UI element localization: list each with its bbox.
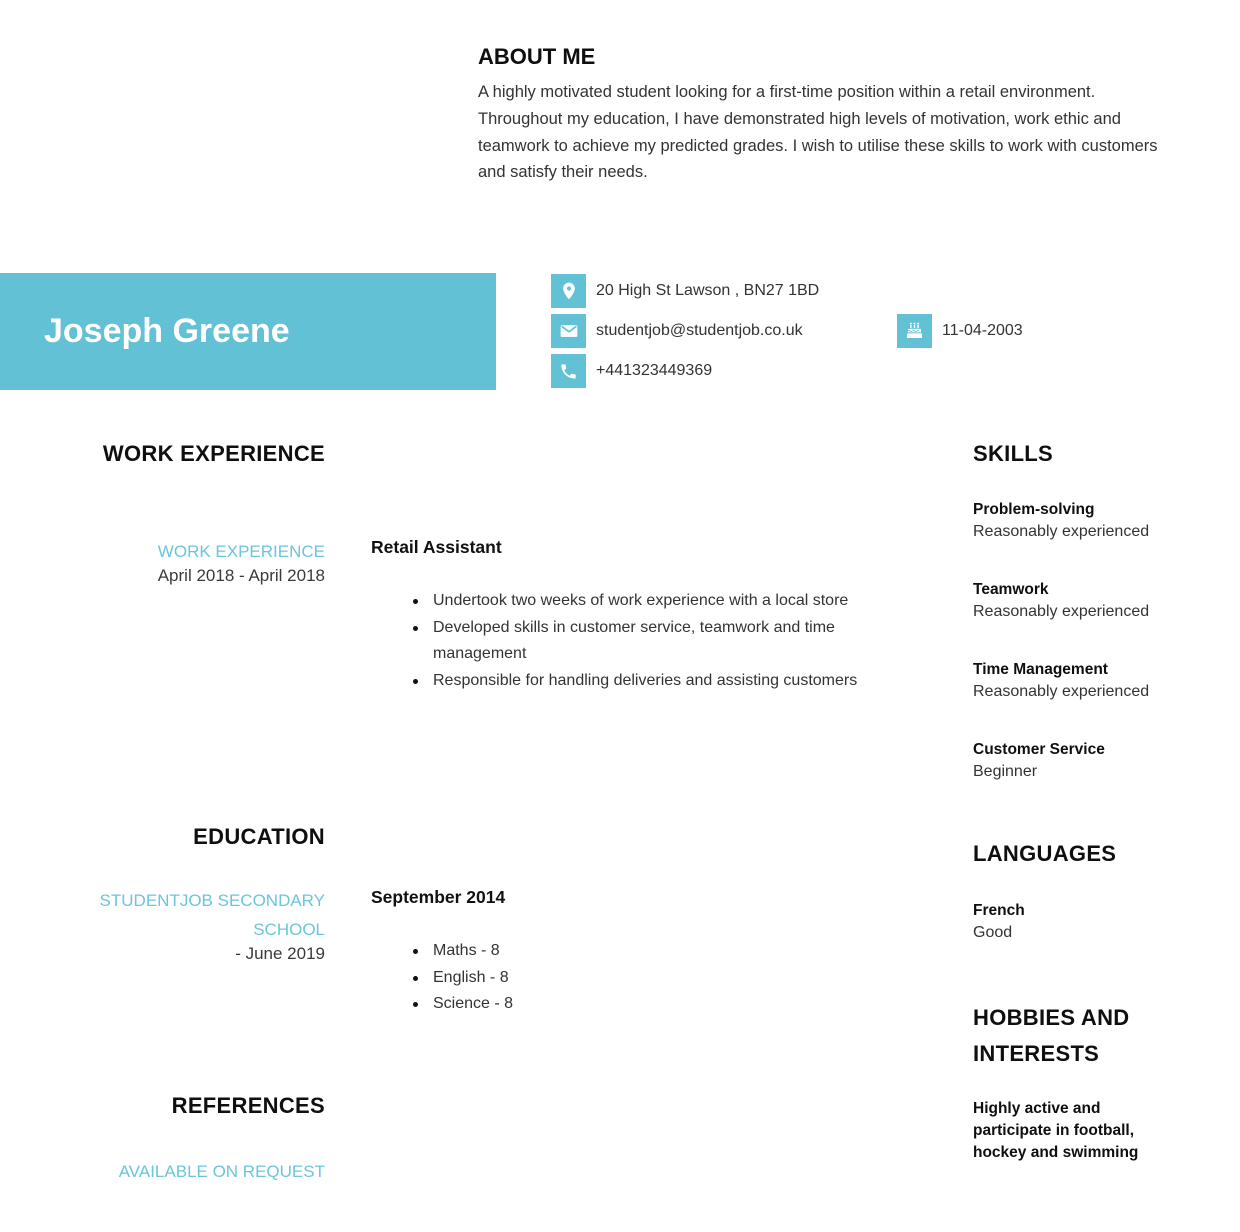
phone-icon — [551, 354, 586, 388]
contact-phone-row — [551, 354, 819, 388]
languages-section-heading: LANGUAGES — [973, 841, 1117, 866]
skill-item — [973, 501, 1188, 541]
references-note: AVAILABLE ON REQUEST — [118, 1162, 325, 1181]
references-section-heading: REFERENCES — [171, 1093, 325, 1118]
contact-address-row — [551, 274, 819, 308]
birthday-block — [897, 314, 1023, 354]
education-school: STUDENTJOB SECONDARY SCHOOL — [99, 891, 325, 939]
grades-list — [412, 938, 912, 1018]
about-section — [478, 44, 1178, 186]
language-name: French — [973, 902, 1025, 919]
skill-level: Reasonably experienced — [973, 603, 1150, 620]
education-section-heading: EDUCATION — [193, 824, 325, 849]
about-title: ABOUT ME — [478, 44, 596, 69]
work-entry-dates: April 2018 - April 2018 — [157, 566, 325, 585]
work-bullet: Responsible for handling deliveries and assisting customers — [412, 668, 912, 695]
grade-bullet: Maths - 8 — [412, 938, 912, 965]
skill-item — [973, 661, 1188, 701]
about-text: A highly motivated student looking for a first-time position within a retail environment. Throughout my education, I have demonstrated high levels of motivation, work ethic and teamwork to achieve my predicted grades. I wish to utilise these skills to work with customers and satisfy their needs. — [478, 83, 1158, 182]
language-item — [973, 902, 1188, 942]
skill-level: Beginner — [973, 763, 1038, 780]
work-bullet: Developed skills in customer service, teamwork and time management — [412, 615, 912, 668]
skill-item — [973, 741, 1188, 781]
birthday-cake-icon — [897, 314, 932, 348]
person-name: Joseph Greene — [44, 312, 290, 350]
skill-name: Problem-solving — [973, 501, 1095, 518]
skill-name: Customer Service — [973, 741, 1105, 758]
hobbies-section-heading: HOBBIES AND INTERESTS — [973, 1005, 1130, 1066]
contact-block — [551, 274, 819, 394]
work-bullet-list — [412, 588, 912, 694]
hobbies-text: Highly active and participate in football, hockey and swimming — [973, 1100, 1139, 1161]
skill-level: Reasonably experienced — [973, 523, 1150, 540]
skills-section-heading: SKILLS — [973, 441, 1054, 466]
phone-text: +441323449369 — [596, 362, 713, 379]
contact-email-row — [551, 314, 819, 348]
skill-level: Reasonably experienced — [973, 683, 1150, 700]
work-bullet: Undertook two weeks of work experience with a local store — [412, 588, 912, 615]
birthdate-text: 11-04-2003 — [942, 322, 1023, 339]
grade-bullet: Science - 8 — [412, 991, 912, 1018]
education-start-date: September 2014 — [371, 887, 506, 907]
grade-bullet: English - 8 — [412, 965, 912, 992]
job-title: Retail Assistant — [371, 537, 502, 557]
location-pin-icon — [551, 274, 586, 308]
name-banner — [0, 273, 496, 390]
work-entry-label: WORK EXPERIENCE — [157, 542, 325, 561]
address-text: 20 High St Lawson , BN27 1BD — [596, 282, 820, 299]
envelope-icon — [551, 314, 586, 348]
contact-birthdate-row — [897, 314, 1023, 348]
skill-name: Teamwork — [973, 581, 1049, 598]
language-level: Good — [973, 924, 1013, 941]
education-dates: - June 2019 — [235, 944, 325, 963]
work-section-heading: WORK EXPERIENCE — [102, 441, 325, 466]
email-text: studentjob@studentjob.co.uk — [596, 322, 803, 339]
skill-name: Time Management — [973, 661, 1108, 678]
skill-item — [973, 581, 1188, 621]
